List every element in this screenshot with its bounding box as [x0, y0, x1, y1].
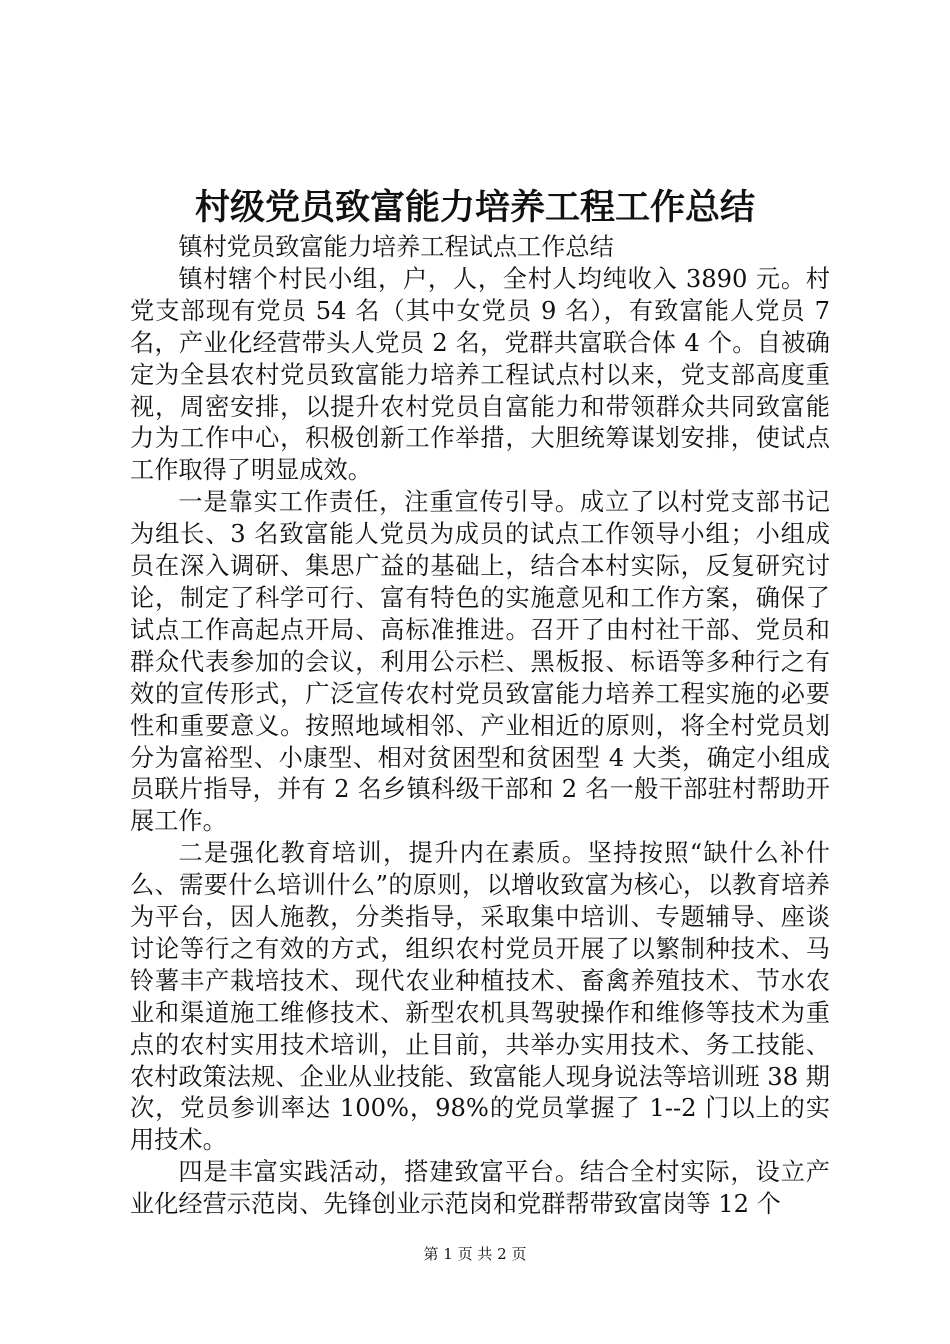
paragraph-subtitle: 镇村党员致富能力培养工程试点工作总结 — [178, 233, 614, 261]
paragraph-responsibility: 一是靠实工作责任，注重宣传引导。成立了以村党支部书记为组长、3 名致富能人党员为成员的试点工作领导小组；小组成员在深入调研、集思广益的基础上，结合本村实际，反复研究讨论，制定了科学可行、富有特色的实施意见和工作方案，确保了试点工作高起点开局、高标准推进。召开了由村社干部、党员和群众代表参加的会议，利用公示栏、黑板报、标语等多种行之有效的宣传形式，广泛宣传农村党员致富能力培养工程实施的必要性和重要意义。按照地域相邻、产业相近的原则，将全村党员划分为富裕型、小康型、相对贫困型和贫困型 4 大类，确定小组成员联片指导，并有 2 名乡镇科级干部和 2 名一般干部驻村帮助开展工作。 — [130, 488, 830, 836]
paragraph-overview: 镇村辖个村民小组，户，人，全村人均纯收入 3890 元。村党支部现有党员 54 名（其中女党员 9 名），有致富能人党员 7 名，产业化经营带头人党员 2 名，党群共富联合体 4 个。自被确定为全县农村党员致富能力培养工程试点村以来，党支部高度重视，周密安排，以提升农村党员自富能力和带领群众共同致富能力为工作中心，积极创新工作举措，大胆统筹谋划安排，使试点工作取得了明显成效。 — [130, 264, 830, 485]
paragraph-training: 二是强化教育培训，提升内在素质。坚持按照“缺什么补什么、需要什么培训什么”的原则，以增收致富为核心，以教育培养为平台，因人施教，分类指导，采取集中培训、专题辅导、座谈讨论等行之有效的方式，组织农村党员开展了以繁制种技术、马铃薯丰产栽培技术、现代农业种植技术、畜禽养殖技术、节水农业和渠道施工维修技术、新型农机具驾驶操作和维修等技术为重点的农村实用技术培训，止目前，共举办实用技术、务工技能、农村政策法规、企业从业技能、致富能人现身说法等培训班 38 期次，党员参训率达 100%，98%的党员掌握了 1--2 门以上的实用技术。 — [130, 839, 830, 1155]
page-footer: 第 1 页 共 2 页 — [423, 1245, 527, 1263]
document-body — [130, 232, 830, 1221]
document-title: 村级党员致富能力培养工程工作总结 — [194, 187, 755, 228]
paragraph-practice: 四是丰富实践活动，搭建致富平台。结合全村实际，设立产业化经营示范岗、先锋创业示范岗和党群帮带致富岗等 12 个 — [130, 1158, 830, 1219]
